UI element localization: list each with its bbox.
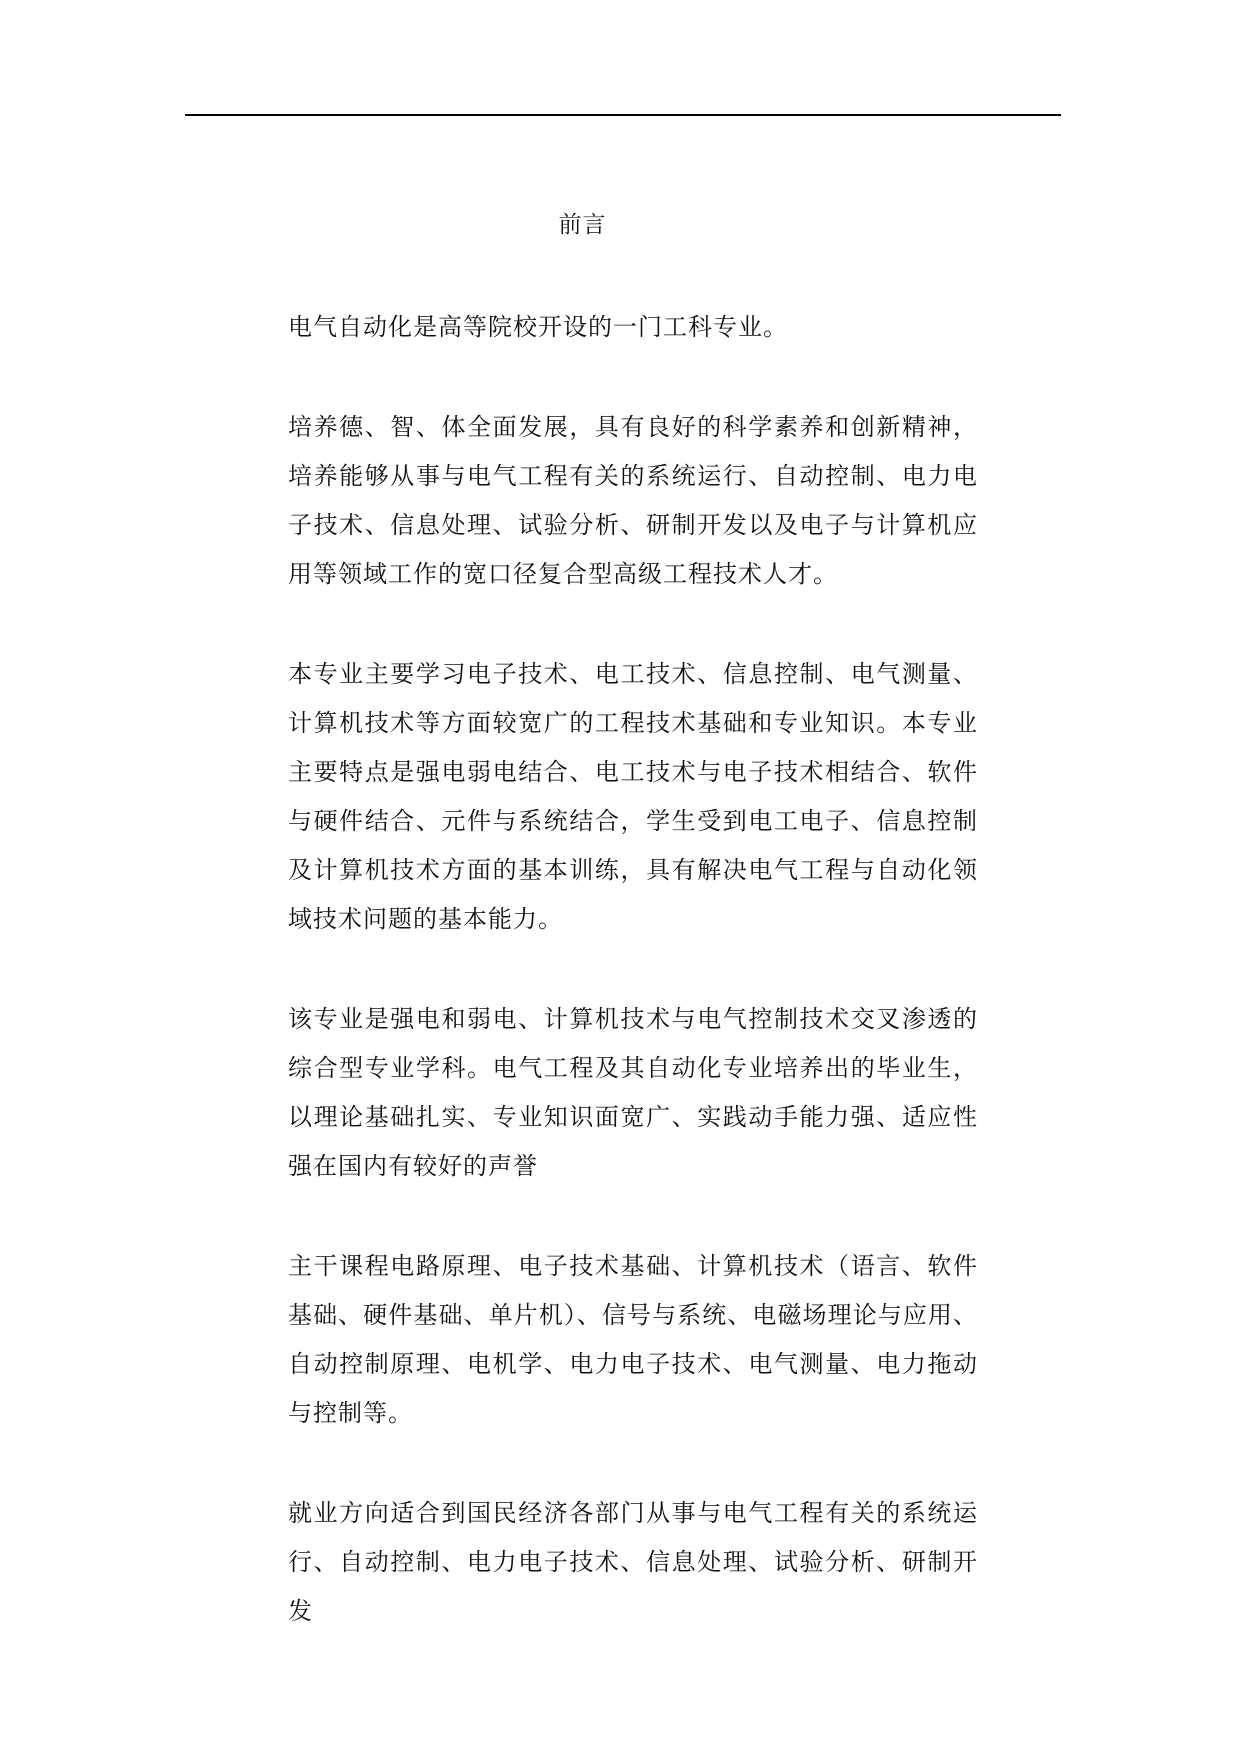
paragraph-curriculum-overview: 本专业主要学习电子技术、电工技术、信息控制、电气测量、计算机技术等方面较宽广的工程技术基础和专业知识。本专业主要特点是强电弱电结合、电工技术与电子技术相结合、软件与硬件结合、元件与系统结合，学生受到电工电子、信息控制及计算机技术方面的基本训练，具有解决电气工程与自动化领域技术问题的基本能力。: [288, 660, 978, 933]
paragraph-discipline-features: 该专业是强电和弱电、计算机技术与电气控制技术交叉渗透的综合型专业学科。电气工程及其自动化专业培养出的毕业生，以理论基础扎实、专业知识面宽广、实践动手能力强、适应性强在国内有较好的声誉: [288, 1005, 978, 1180]
paragraph-intro: 电气自动化是高等院校开设的一门工科专业。: [288, 313, 788, 341]
paragraph-core-courses: 主干课程电路原理、电子技术基础、计算机技术（语言、软件基础、硬件基础、单片机）、信号与系统、电磁场理论与应用、自动控制原理、电机学、电力电子技术、电气测量、电力拖动与控制等。: [288, 1252, 978, 1427]
header-rule: [185, 114, 1061, 116]
document-body: [288, 303, 978, 1636]
paragraph-training-goal: 培养德、智、体全面发展，具有良好的科学素养和创新精神，培养能够从事与电气工程有关的系统运行、自动控制、电力电子技术、信息处理、试验分析、研制开发以及电子与计算机应用等领域工作的宽口径复合型高级工程技术人才。: [288, 413, 978, 588]
paragraph-career-direction: 就业方向适合到国民经济各部门从事与电气工程有关的系统运行、自动控制、电力电子技术、信息处理、试验分析、研制开发: [288, 1499, 978, 1625]
page-title: 前言: [558, 212, 607, 238]
